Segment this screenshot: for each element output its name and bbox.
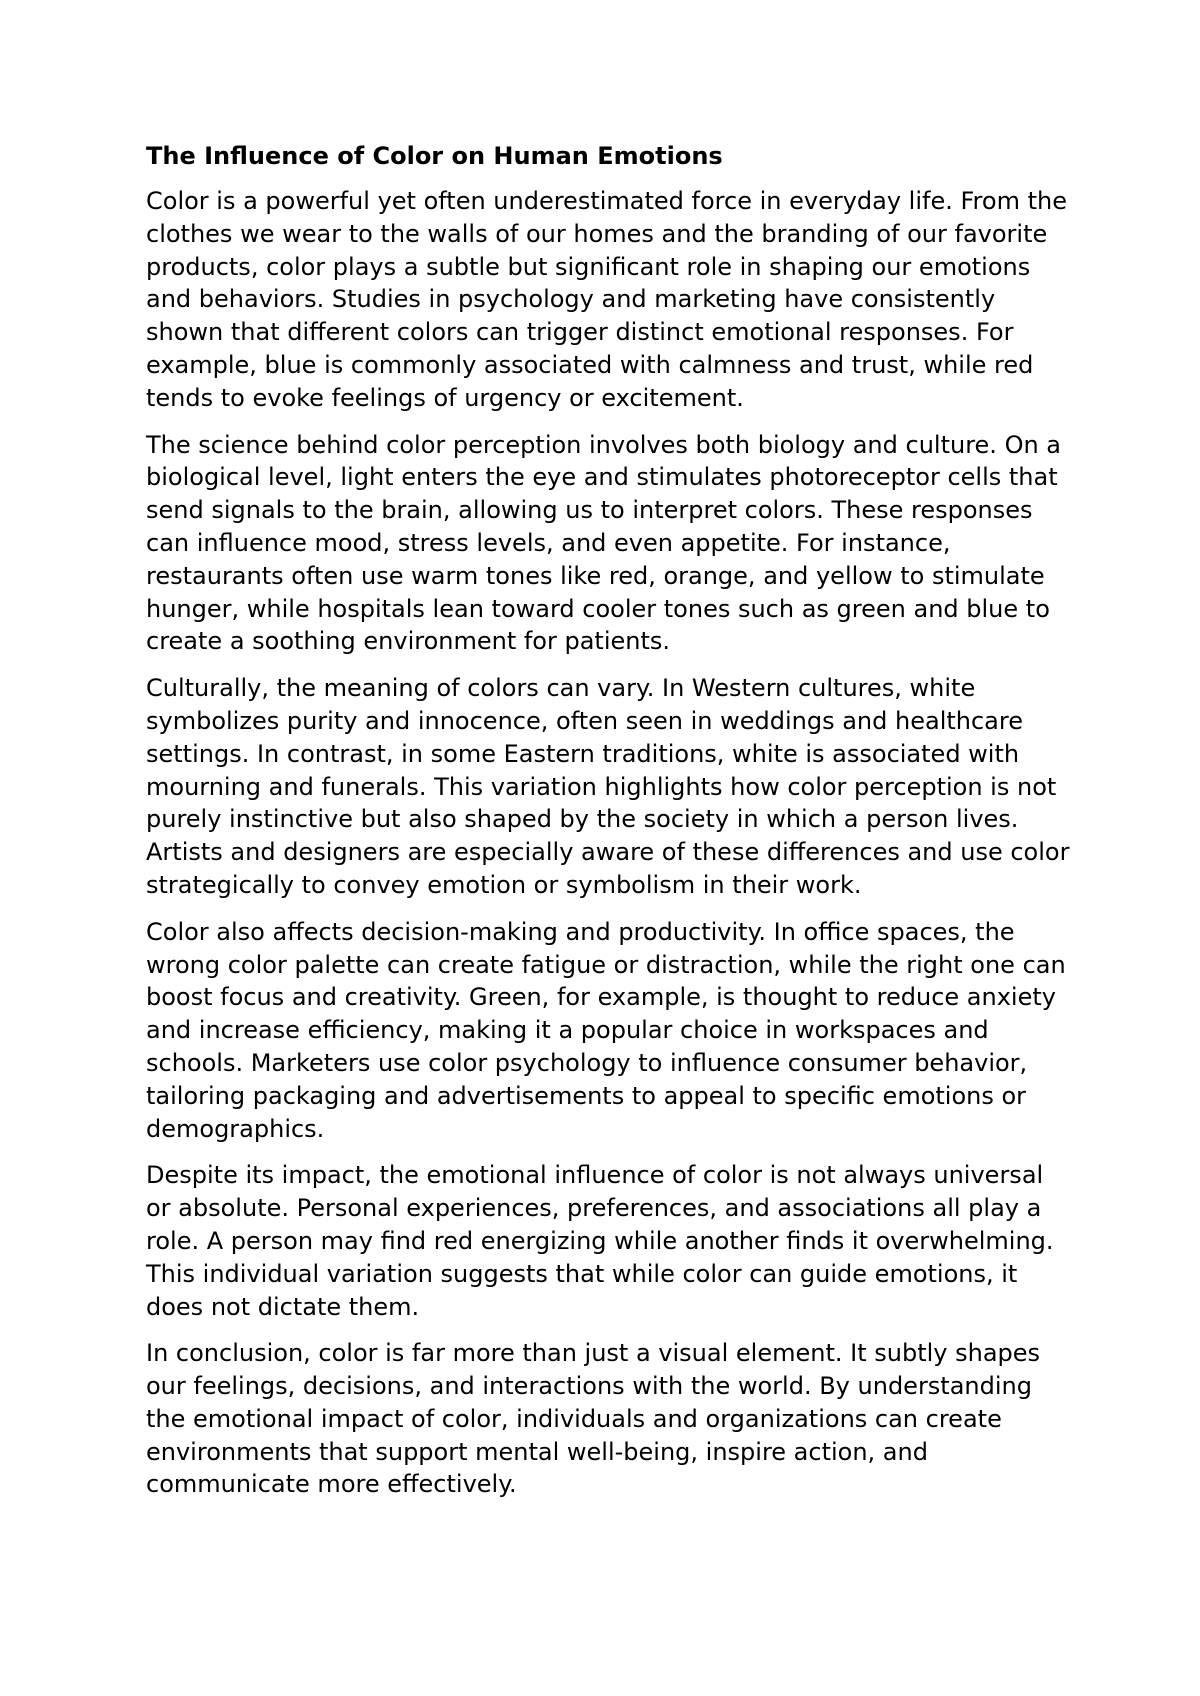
paragraph-variation: Despite its impact, the emotional influence of color is not always universal or absolute. Personal experiences, preferences, and associations all play a role. A person may find red energizing while another finds it overwhelming. This individual variation suggests that while color can guide emotions, it does not dictate them. bbox=[146, 1161, 1054, 1321]
document-page bbox=[146, 140, 1070, 1515]
paragraph-culture: Culturally, the meaning of colors can vary. In Western cultures, white symbolizes purity and innocence, often seen in weddings and healthcare settings. In contrast, in some Eastern traditions, white is associated with mourning and funerals. This variation highlights how color perception is not purely instinctive but also shaped by the society in which a person lives. Artists and designers are especially aware of these differences and use color strategically to convey emotion or symbolism in their work. bbox=[146, 674, 1070, 899]
document-title: The Influence of Color on Human Emotions bbox=[146, 142, 723, 170]
paragraph-productivity: Color also affects decision-making and productivity. In office spaces, the wrong color palette can create fatigue or distraction, while the right one can boost focus and creativity. Green, for example, is thought to reduce anxiety and increase efficiency, making it a popular choice in workspaces and schools. Marketers use color psychology to influence consumer behavior, tailoring packaging and advertisements to appeal to specific emotions or demographics. bbox=[146, 917, 1066, 1143]
paragraph-intro: Color is a powerful yet often underestimated force in everyday life. From the clothes we wear to the walls of our homes and the branding of our favorite products, color plays a subtle but significant role in shaping our emotions and behaviors. Studies in psychology and marketing have consistently shown that different colors can trigger distinct emotional responses. For example, blue is commonly associated with calmness and trust, while red tends to evoke feelings of urgency or excitement. bbox=[146, 187, 1067, 412]
paragraph-conclusion: In conclusion, color is far more than just a visual element. It subtly shapes our feelings, decisions, and interactions with the world. By understanding the emotional impact of color, individuals and organizations can create environments that support mental well-being, inspire action, and communicate more effectively. bbox=[146, 1339, 1041, 1499]
paragraph-science: The science behind color perception involves both biology and culture. On a biological level, light enters the eye and stimulates photoreceptor cells that send signals to the brain, allowing us to interpret colors. These responses can influence mood, stress levels, and even appetite. For instance, restaurants often use warm tones like red, orange, and yellow to stimulate hunger, while hospitals lean toward cooler tones such as green and blue to create a soothing environment for patients. bbox=[146, 430, 1061, 656]
